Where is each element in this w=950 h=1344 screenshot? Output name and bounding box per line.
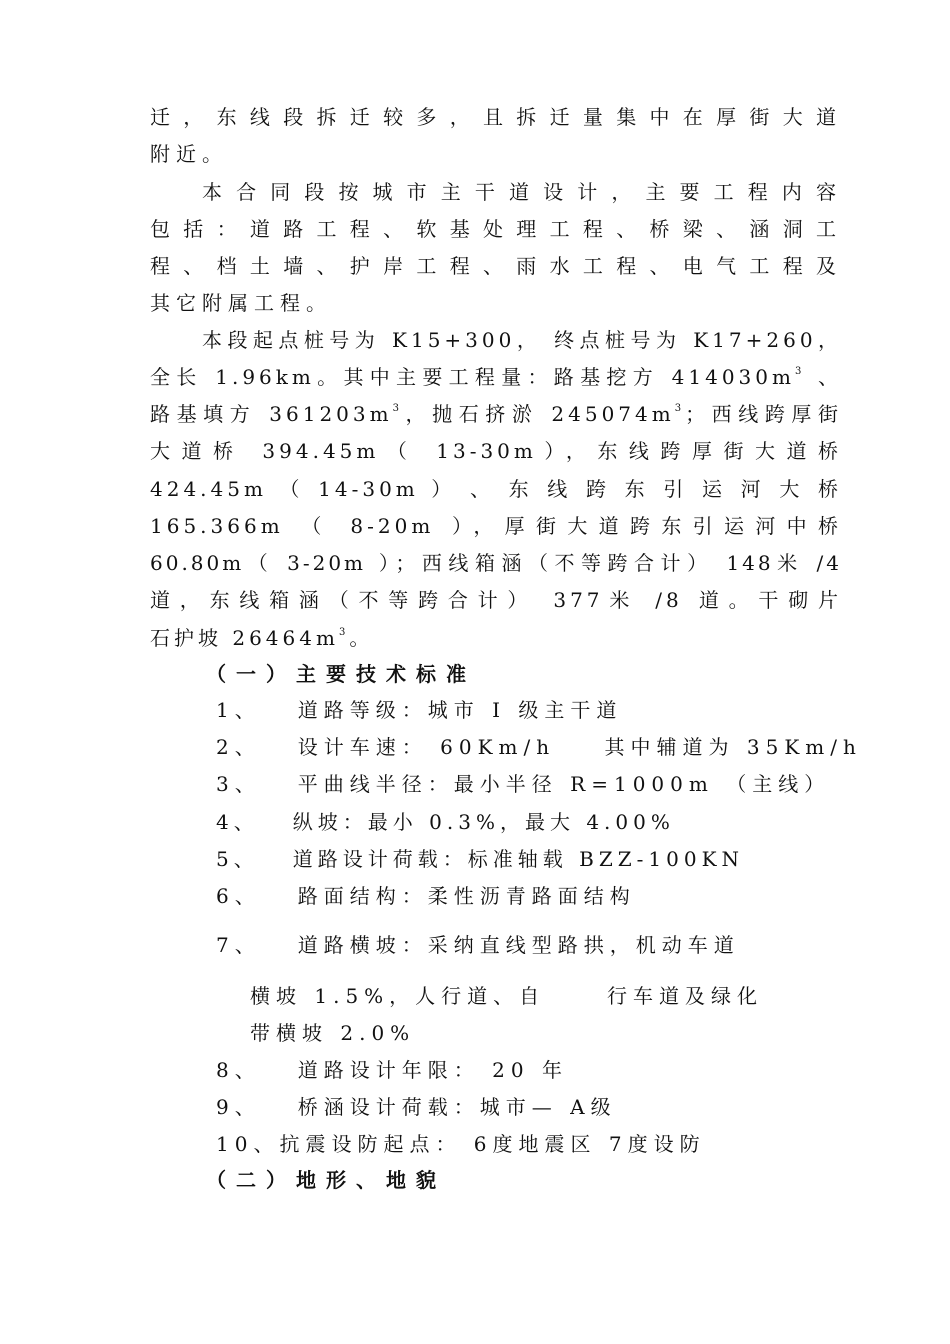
text-span: ，抛石挤淤 245074m: [402, 402, 675, 426]
paragraph-line: [150, 476, 842, 502]
text-span: 本合同段按城市主干道设计，主要工程内容: [202, 180, 842, 204]
superscript: 3: [794, 366, 806, 378]
paragraph-line: [150, 364, 842, 390]
list-item: 5、 道路设计荷载：标准轴载 BZZ-100KN: [216, 847, 745, 871]
text-span: 165.366m （ 8-20m ），厚街大道跨东引运河中桥: [150, 514, 842, 538]
section-heading: （一）主要技术标准: [206, 662, 476, 686]
list-item: 2、 设计车速： 60Km/h 其中辅道为 35Km/h: [216, 735, 862, 759]
paragraph-line: [150, 587, 842, 613]
text-span: 包括：道路工程、软基处理工程、桥梁、涵洞工: [150, 217, 842, 241]
superscript: 3: [392, 403, 403, 415]
text-span: ；西线跨厚街: [685, 402, 843, 426]
paragraph-line: [150, 438, 842, 464]
list-item: 3、 平曲线半径：最小半径 R=1000m （主线）: [216, 772, 831, 796]
paragraph-line: 其它附属工程。: [150, 291, 332, 315]
superscript: 3: [338, 627, 350, 639]
text-span: 大道桥 394.45m（ 13-30m），东线跨厚街大道桥: [150, 439, 842, 463]
list-item: 6、 路面结构：柔性沥青路面结构: [216, 884, 636, 908]
text-span: 。: [349, 626, 374, 650]
paragraph-line: [150, 625, 373, 651]
paragraph-line: [202, 327, 842, 353]
list-item-continuation: 横坡 1.5%，人行道、自 行车道及绿化: [250, 984, 763, 1008]
list-item: 10、抗震设防起点： 6度地震区 7度设防: [216, 1132, 706, 1156]
text-span: 60.80m（ 3-20m ）；西线箱涵（不等跨合计） 148米 /4: [150, 551, 842, 575]
text-span: 、: [818, 365, 842, 389]
text-span: 本段起点桩号为 K15+300， 终点桩号为 K17+260，: [202, 328, 842, 352]
paragraph-line: 附近。: [150, 142, 228, 166]
text-span: 石护坡 26464m: [150, 626, 339, 650]
paragraph-line: [150, 104, 842, 130]
paragraph-line: [150, 513, 842, 539]
paragraph-line: [150, 253, 842, 279]
list-item: 4、 纵坡：最小 0.3%，最大 4.00%: [216, 810, 675, 834]
list-item: 9、 桥涵设计荷载：城市— A级: [216, 1095, 617, 1119]
list-item: 7、 道路横坡：采纳直线型路拱，机动车道: [216, 933, 740, 957]
section-heading: （二）地形、地貌: [206, 1168, 446, 1192]
text-span: 道，东线箱涵（不等跨合计） 377米 /8 道。干砌片: [150, 588, 842, 612]
text-span: 424.45m （ 14-30m ） 、 东 线 跨 东 引 运 河 大 桥: [150, 477, 842, 501]
text-span: 程、档土墙、护岸工程、雨水工程、电气工程及: [150, 254, 842, 278]
list-item: 8、 道路设计年限： 20 年: [216, 1058, 568, 1082]
paragraph-line: [150, 401, 842, 427]
paragraph-line: [202, 179, 842, 205]
paragraph-line: [150, 550, 842, 576]
text-span: 全长 1.96km。其中主要工程量：路基挖方 414030m: [150, 365, 795, 389]
text-span: 路基填方 361203m: [150, 402, 393, 426]
text-span: 迁，东线段拆迁较多，且拆迁量集中在厚街大道: [150, 105, 842, 129]
list-item: 1、 道路等级：城市 Ⅰ 级主干道: [216, 698, 623, 722]
paragraph-line: [150, 216, 842, 242]
list-item-continuation: 带横坡 2.0%: [250, 1021, 416, 1045]
superscript: 3: [674, 403, 686, 415]
